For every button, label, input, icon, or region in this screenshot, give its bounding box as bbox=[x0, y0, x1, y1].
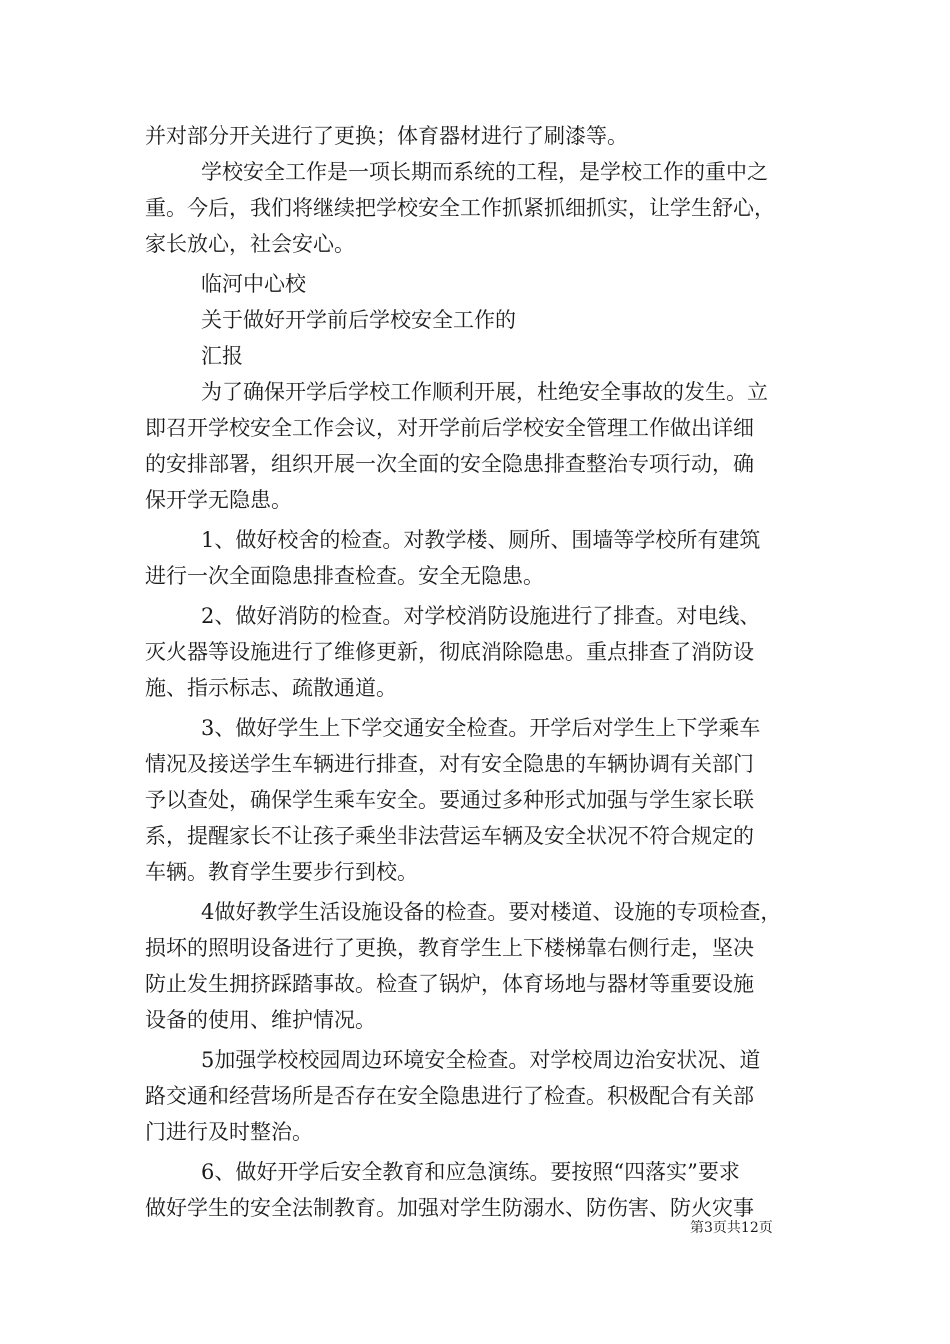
text-line: 损坏的照明设备进行了更换，教育学生上下楼梯靠右侧行走，坚决 bbox=[145, 936, 754, 960]
text-line: 的安排部署，组织开展一次全面的安全隐患排查整治专项行动，确 bbox=[145, 452, 754, 476]
text-line: 设备的使用、维护情况。 bbox=[145, 1008, 376, 1032]
text-line: 3、做好学生上下学交通安全检查。开学后对学生上下学乘车 bbox=[201, 716, 761, 740]
text-line: 为了确保开学后学校工作顺利开展，杜绝安全事故的发生。立 bbox=[201, 380, 768, 404]
text-line: 灭火器等设施进行了维修更新，彻底消除隐患。重点排查了消防设 bbox=[145, 640, 754, 664]
text-line: 车辆。教育学生要步行到校。 bbox=[145, 860, 418, 884]
text-line: 防止发生拥挤踩踏事故。检查了锅炉，体育场地与器材等重要设施 bbox=[145, 972, 754, 996]
text-line: 路交通和经营场所是否存在安全隐患进行了检查。积极配合有关部 bbox=[145, 1084, 754, 1108]
text-line: 施、指示标志、疏散通道。 bbox=[145, 676, 397, 700]
text-line: 予以查处，确保学生乘车安全。要通过多种形式加强与学生家长联 bbox=[145, 788, 754, 812]
signature-line: 临河中心校 bbox=[201, 272, 306, 296]
report-title-line: 关于做好开学前后学校安全工作的 bbox=[201, 308, 516, 332]
page-number: 第3页共12页 bbox=[690, 1220, 773, 1236]
text-line: 系，提醒家长不让孩子乘坐非法营运车辆及安全状况不符合规定的 bbox=[145, 824, 754, 848]
text-line: 门进行及时整治。 bbox=[145, 1120, 313, 1144]
text-line: 2、做好消防的检查。对学校消防设施进行了排查。对电线、 bbox=[201, 604, 761, 628]
text-line: 进行一次全面隐患排查检查。安全无隐患。 bbox=[145, 564, 544, 588]
text-line: 情况及接送学生车辆进行排查，对有安全隐患的车辆协调有关部门 bbox=[145, 752, 754, 776]
text-line: 做好学生的安全法制教育。加强对学生防溺水、防伤害、防火灾事 bbox=[145, 1196, 754, 1220]
text-line: 6、做好开学后安全教育和应急演练。要按照“四落实”要求 bbox=[201, 1160, 740, 1184]
text-line: 并对部分开关进行了更换；体育器材进行了刷漆等。 bbox=[145, 124, 628, 148]
report-title-line: 汇报 bbox=[201, 344, 243, 368]
text-line: 学校安全工作是一项长期而系统的工程，是学校工作的重中之 bbox=[201, 160, 768, 184]
text-line: 4做好教学生活设施设备的检查。要对楼道、设施的专项检查， bbox=[201, 900, 782, 924]
text-line: 家长放心，社会安心。 bbox=[145, 232, 355, 256]
text-line: 1、做好校舍的检查。对教学楼、厕所、围墙等学校所有建筑 bbox=[201, 528, 761, 552]
text-line: 5加强学校校园周边环境安全检查。对学校周边治安状况、道 bbox=[201, 1048, 761, 1072]
text-line: 即召开学校安全工作会议，对开学前后学校安全管理工作做出详细 bbox=[145, 416, 754, 440]
text-line: 重。今后，我们将继续把学校安全工作抓紧抓细抓实，让学生舒心， bbox=[145, 196, 775, 220]
text-line: 保开学无隐患。 bbox=[145, 488, 292, 512]
